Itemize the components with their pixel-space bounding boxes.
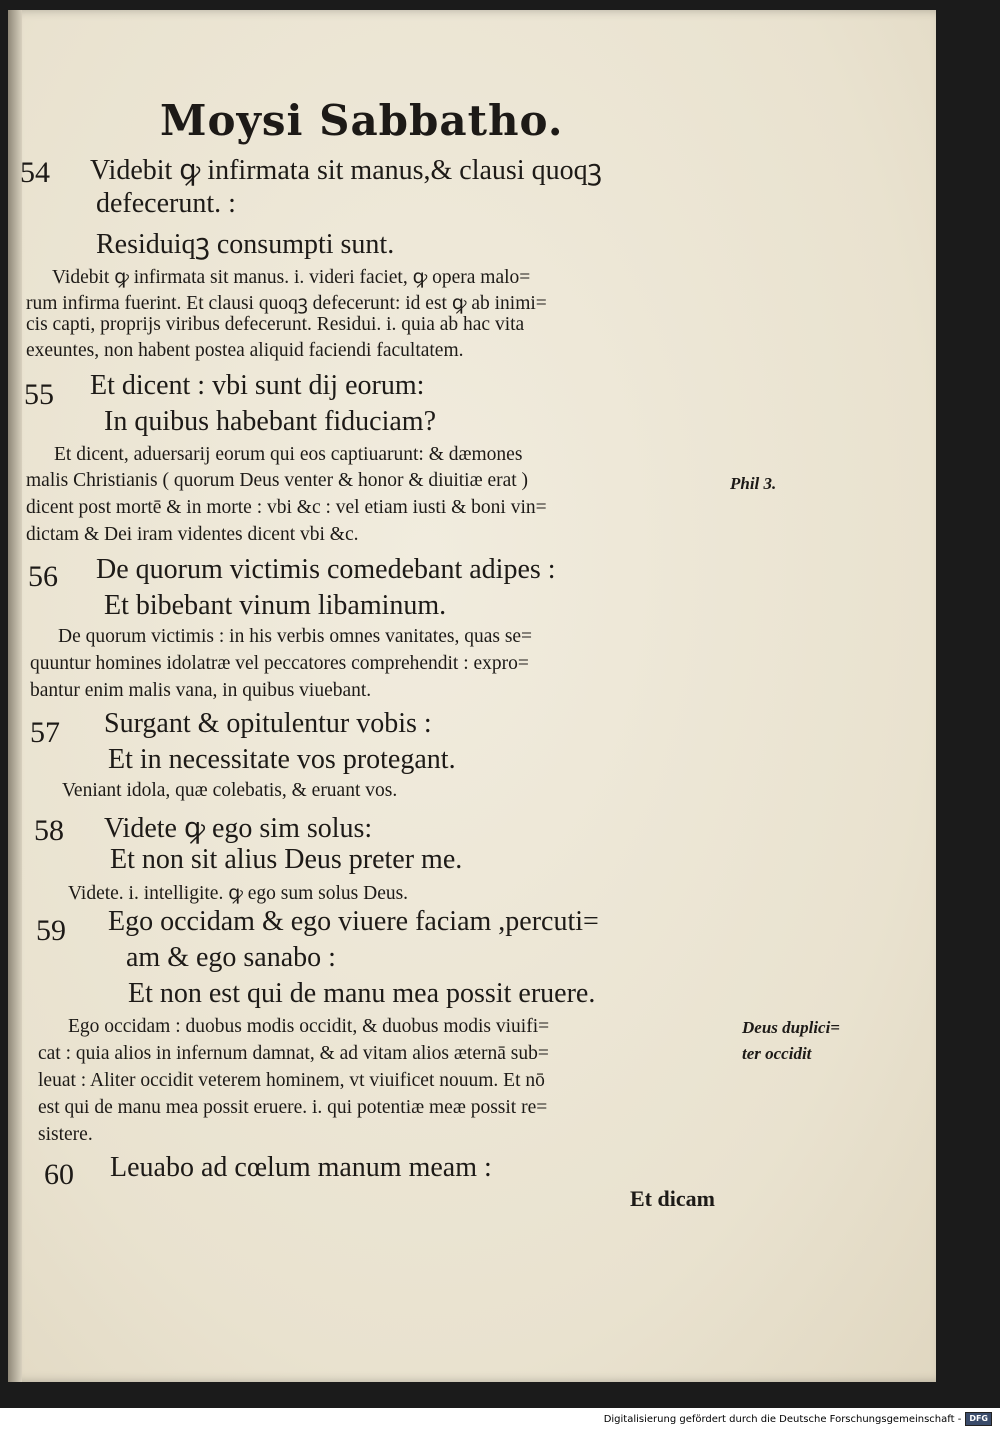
margin-note-phil: Phil 3. bbox=[730, 474, 777, 493]
commentary-54-line-1: Videbit ꝙ infirmata sit manus. i. videri faciet, ꝙ opera malo= bbox=[52, 267, 531, 288]
commentary-59-line-5: sistere. bbox=[38, 1124, 93, 1145]
margin-note-deus-2: ter occidit bbox=[742, 1044, 812, 1063]
margin-note-deus-1: Deus duplici= bbox=[742, 1018, 840, 1037]
verse-57-line-1: Surgant & opitulentur vobis : bbox=[104, 708, 432, 739]
commentary-57-line-1: Veniant idola, quæ colebatis, & eruant vos. bbox=[62, 780, 398, 801]
footer-text: Digitalisierung gefördert durch die Deutsche Forschungsgemeinschaft - bbox=[603, 1413, 962, 1425]
verse-number-60: 60 bbox=[44, 1158, 74, 1191]
commentary-58-line-1: Videte. i. intelligite. ꝙ ego sum solus Deus. bbox=[68, 883, 409, 904]
verse-56-line-2: Et bibebant vinum libaminum. bbox=[104, 590, 447, 621]
commentary-55-line-3: dicent post mortē & in morte : vbi &c : vel etiam iusti & boni vin= bbox=[26, 497, 547, 518]
verse-56-line-1: De quorum victimis comedebant adipes : bbox=[96, 554, 556, 585]
commentary-55-line-2: malis Christianis ( quorum Deus venter & honor & diuitiæ erat ) bbox=[26, 470, 529, 491]
verse-number-55: 55 bbox=[24, 378, 54, 411]
verse-54-line-3: Residuiqꝫ consumpti sunt. bbox=[96, 229, 395, 260]
dfg-logo: DFG bbox=[965, 1412, 992, 1426]
footer bbox=[604, 1412, 992, 1426]
verse-58-line-1: Videte ꝙ ego sim solus: bbox=[104, 813, 373, 844]
verse-59-line-3: Et non est qui de manu mea possit eruere. bbox=[128, 978, 596, 1009]
verse-number-58: 58 bbox=[34, 814, 64, 847]
commentary-59-line-1: Ego occidam : duobus modis occidit, & duobus modis viuifi= bbox=[68, 1016, 550, 1037]
running-title: Moysi Sabbatho. bbox=[160, 96, 564, 145]
verse-number-56: 56 bbox=[28, 560, 58, 593]
verse-number-57: 57 bbox=[30, 716, 60, 749]
verse-54-line-1: Videbit ꝙ infirmata sit manus,& clausi quoqꝫ bbox=[90, 155, 602, 186]
verse-55-line-1: Et dicent : vbi sunt dij eorum: bbox=[90, 370, 425, 401]
commentary-55-line-4: dictam & Dei iram videntes dicent vbi &c. bbox=[26, 524, 359, 545]
commentary-54-line-3: cis capti, proprijs viribus defecerunt. Residui. i. quia ab hac vita bbox=[26, 314, 525, 335]
catchword: Et dicam bbox=[630, 1186, 715, 1211]
commentary-56-line-3: bantur enim malis vana, in quibus viuebant. bbox=[30, 680, 372, 701]
verse-57-line-2: Et in necessitate vos protegant. bbox=[108, 744, 456, 775]
commentary-59-line-4: est qui de manu mea possit eruere. i. qui potentiæ meæ possit re= bbox=[38, 1097, 548, 1118]
commentary-55-line-1: Et dicent, aduersarij eorum qui eos captiuarunt: & dæmones bbox=[54, 444, 523, 465]
verse-60-line-1: Leuabo ad cœlum manum meam : bbox=[110, 1152, 492, 1183]
verse-number-54: 54 bbox=[20, 156, 50, 189]
commentary-59-line-2: cat : quia alios in infernum damnat, & ad vitam alios æternā sub= bbox=[38, 1043, 549, 1064]
verse-59-line-1: Ego occidam & ego viuere faciam ,percuti= bbox=[108, 906, 599, 937]
verse-55-line-2: In quibus habebant fiduciam? bbox=[104, 406, 437, 437]
verse-58-line-2: Et non sit alius Deus preter me. bbox=[110, 844, 463, 875]
verse-54-line-2: defecerunt. : bbox=[96, 188, 236, 219]
commentary-56-line-1: De quorum victimis : in his verbis omnes vanitates, quas se= bbox=[58, 626, 533, 647]
commentary-54-line-2: rum infirma fuerint. Et clausi quoqꝫ defecerunt: id est ꝙ ab inimi= bbox=[26, 293, 547, 314]
commentary-56-line-2: quuntur homines idolatræ vel peccatores comprehendit : expro= bbox=[30, 653, 529, 674]
verse-59-line-2: am & ego sanabo : bbox=[126, 942, 336, 973]
page-gutter-shadow bbox=[8, 10, 22, 1382]
commentary-54-line-4: exeuntes, non habent postea aliquid faciendi facultatem. bbox=[26, 340, 464, 361]
verse-number-59: 59 bbox=[36, 914, 66, 947]
commentary-59-line-3: leuat : Aliter occidit veterem hominem, vt viuificet nouum. Et nō bbox=[38, 1070, 545, 1091]
